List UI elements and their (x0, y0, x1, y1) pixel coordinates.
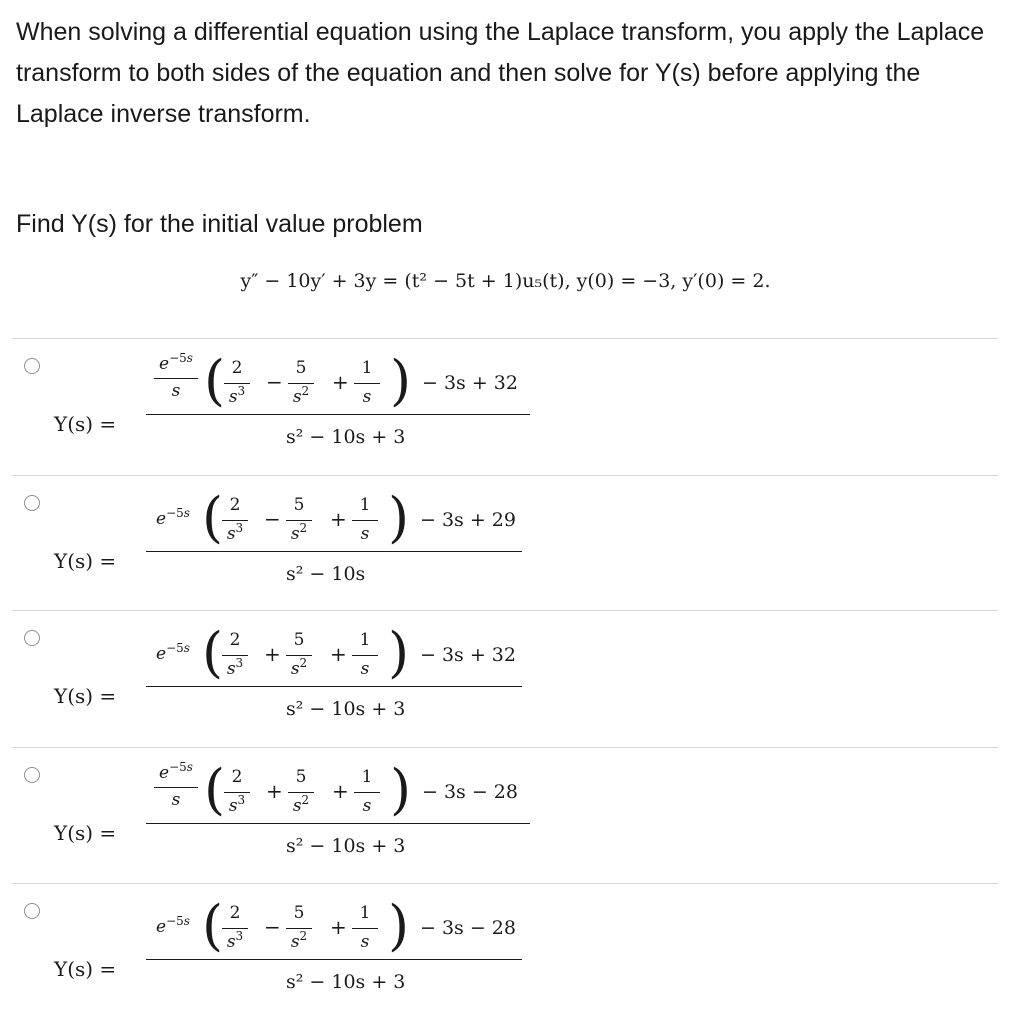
option-separator (12, 475, 998, 476)
operator: + (264, 642, 281, 666)
partial-fraction: 2 $s^3$ (220, 903, 250, 952)
numerator-tail: − 3s + 32 (420, 644, 516, 666)
denominator: s² − 10s + 3 (286, 426, 406, 448)
operator: − (264, 507, 281, 531)
partial-fraction: 5 $s^2$ (284, 630, 314, 679)
right-parenthesis: ) (390, 349, 412, 412)
operator: − (266, 370, 283, 394)
operator: + (330, 915, 347, 939)
partial-fraction: 5 $s^2$ (284, 495, 314, 544)
numerator-tail: − 3s + 32 (422, 372, 518, 394)
question-intro: When solving a differential equation using the Laplace transform, you apply the Laplace transform to both sides of the equation and then solve for Y(s) before applying the Laplace inverse transform. (16, 18, 985, 128)
numerator-tail: − 3s + 29 (420, 509, 516, 531)
option-radio-button[interactable] (24, 358, 40, 374)
partial-fraction: 5 $s^2$ (284, 903, 314, 952)
left-parenthesis: ( (202, 621, 224, 684)
option-lhs: Y(s) = (54, 821, 117, 845)
option-expression (146, 487, 536, 607)
left-parenthesis: ( (204, 758, 226, 821)
option-lhs: Y(s) = (54, 957, 117, 981)
exponential-factor: $e^{-5s}$ s (152, 763, 200, 810)
option-radio-button[interactable] (24, 495, 40, 511)
partial-fraction: 2 $s^3$ (222, 358, 252, 407)
option-separator (12, 747, 998, 748)
option-lhs: Y(s) = (54, 549, 117, 573)
question-prompt: Find Y(s) for the initial value problem (16, 210, 423, 238)
partial-fraction: 5 $s^2$ (286, 767, 316, 816)
partial-fraction: 2 $s^3$ (220, 630, 250, 679)
option-expression (146, 622, 536, 742)
fraction-bar (146, 551, 522, 552)
operator: − (264, 915, 281, 939)
denominator: s² − 10s + 3 (286, 835, 406, 857)
right-parenthesis: ) (390, 758, 412, 821)
option-radio-button[interactable] (24, 630, 40, 646)
exponential-factor: $e^{-5s}$ (156, 506, 190, 529)
denominator: s² − 10s (286, 563, 366, 585)
initial-value-problem: y″ − 10y′ + 3y = (t² − 5t + 1)u₅(t), y(0) = −3, y′(0) = 2. (240, 270, 771, 292)
right-parenthesis: ) (388, 894, 410, 957)
option-expression (146, 350, 536, 470)
option-separator (12, 610, 998, 611)
partial-fraction: 1 s (350, 903, 380, 952)
denominator: s² − 10s + 3 (286, 971, 406, 993)
partial-fraction: 1 s (352, 767, 382, 816)
operator: + (330, 507, 347, 531)
operator: + (330, 642, 347, 666)
option-lhs: Y(s) = (54, 412, 117, 436)
left-parenthesis: ( (202, 486, 224, 549)
partial-fraction: 2 $s^3$ (222, 767, 252, 816)
denominator: s² − 10s + 3 (286, 698, 406, 720)
option-expression (146, 759, 536, 879)
option-expression (146, 895, 536, 1015)
operator: + (266, 779, 283, 803)
partial-fraction: 1 s (350, 495, 380, 544)
right-parenthesis: ) (388, 621, 410, 684)
operator: + (332, 370, 349, 394)
option-separator (12, 883, 998, 884)
left-parenthesis: ( (202, 894, 224, 957)
option-separator (12, 338, 998, 339)
option-lhs: Y(s) = (54, 684, 117, 708)
option-radio-button[interactable] (24, 903, 40, 919)
numerator-tail: − 3s − 28 (422, 781, 518, 803)
fraction-bar (146, 686, 522, 687)
exponential-factor: $e^{-5s}$ (156, 914, 190, 937)
partial-fraction: 2 $s^3$ (220, 495, 250, 544)
partial-fraction: 1 s (350, 630, 380, 679)
exponential-factor: $e^{-5s}$ s (152, 354, 200, 401)
fraction-bar (146, 823, 530, 824)
partial-fraction: 5 $s^2$ (286, 358, 316, 407)
fraction-bar (146, 414, 530, 415)
exponential-factor: $e^{-5s}$ (156, 641, 190, 664)
right-parenthesis: ) (388, 486, 410, 549)
left-parenthesis: ( (204, 349, 226, 412)
fraction-bar (146, 959, 522, 960)
partial-fraction: 1 s (352, 358, 382, 407)
operator: + (332, 779, 349, 803)
numerator-tail: − 3s − 28 (420, 917, 516, 939)
option-radio-button[interactable] (24, 767, 40, 783)
